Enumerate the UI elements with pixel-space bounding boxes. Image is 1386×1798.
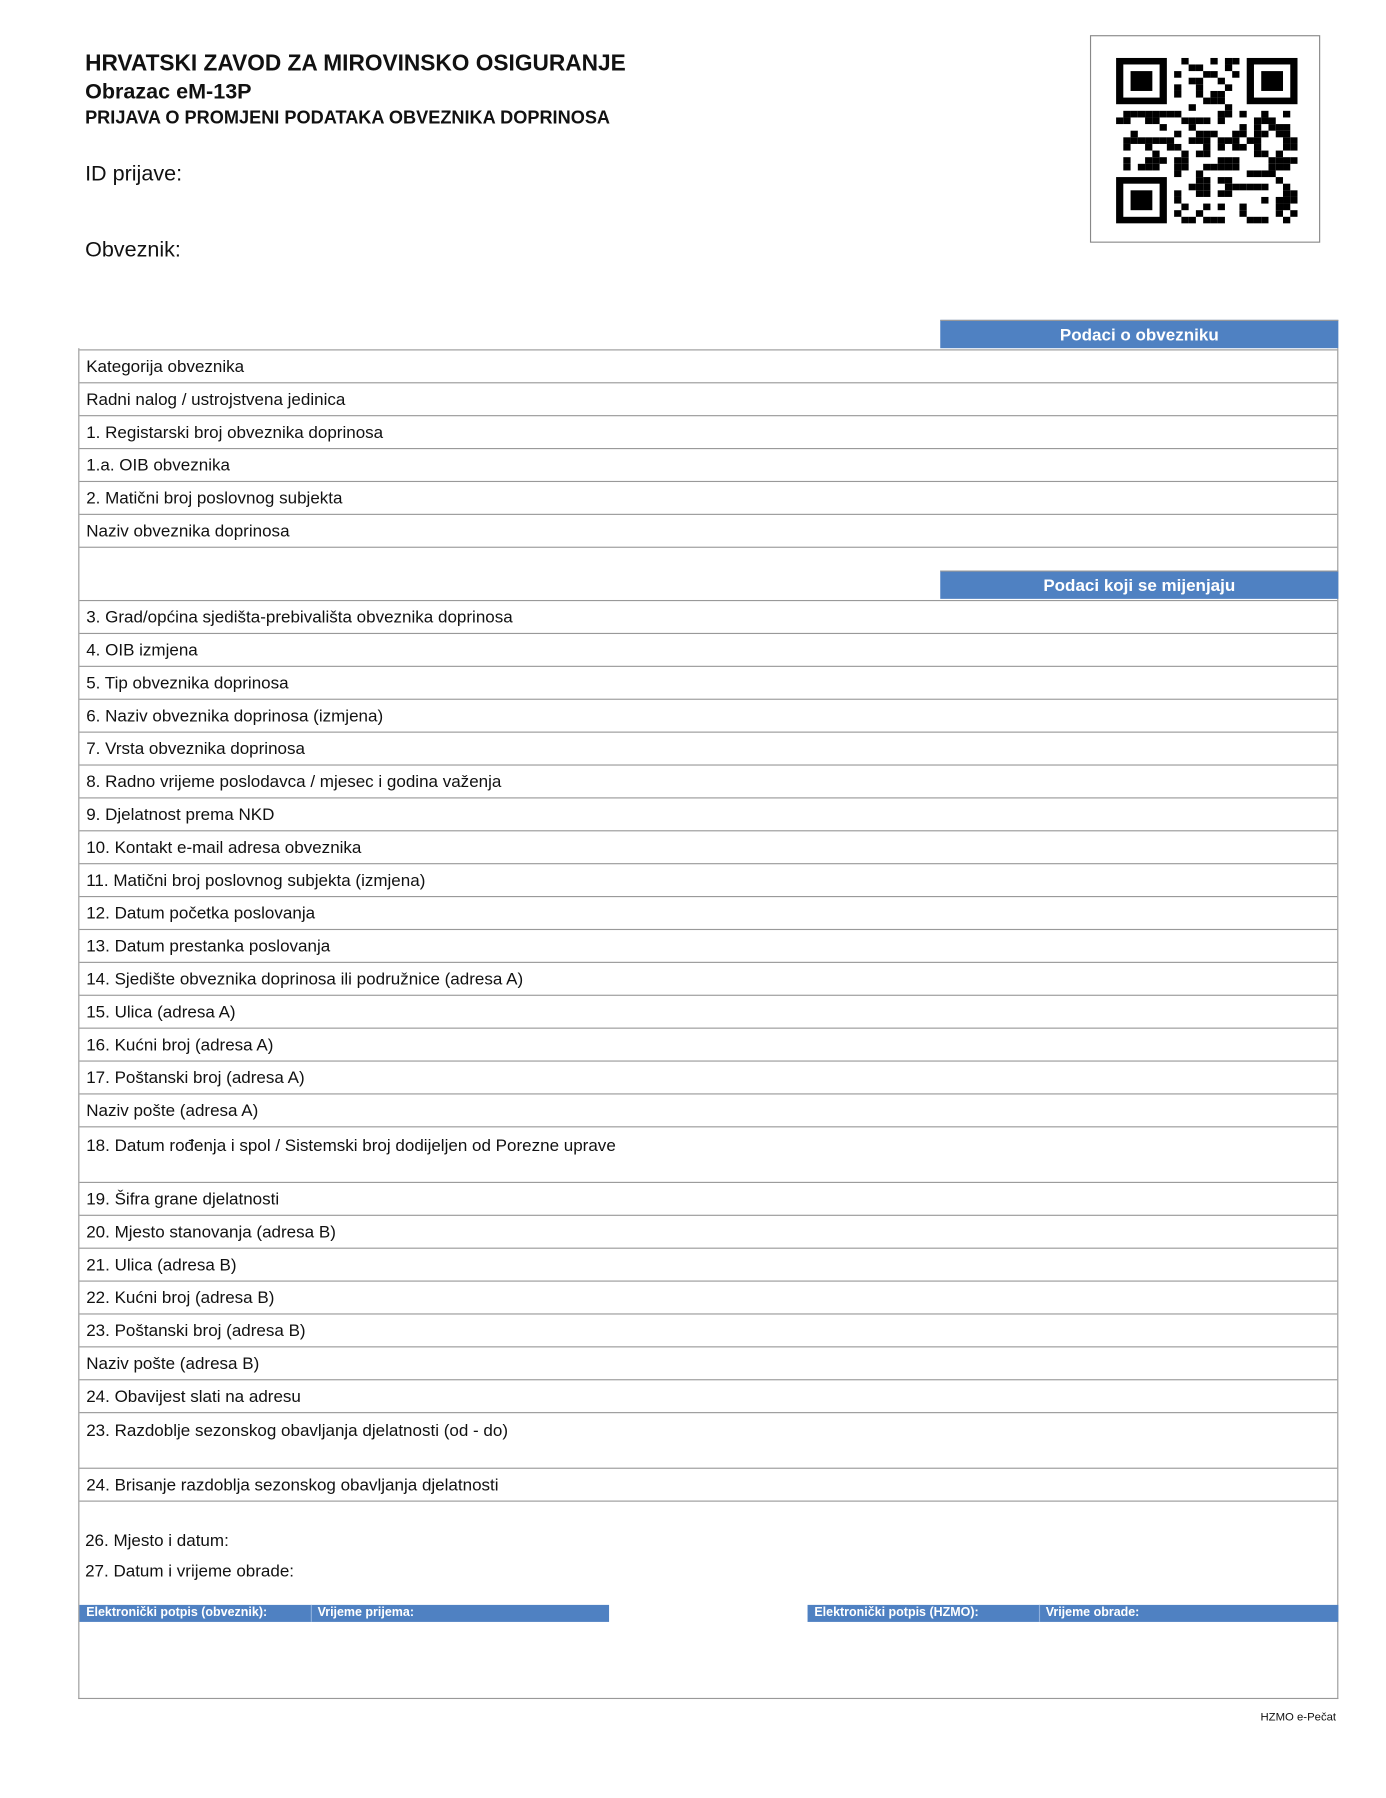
row-label: 10. Kontakt e-mail adresa obveznika xyxy=(86,838,362,858)
form-row xyxy=(79,929,1337,962)
row-label: 24. Obavijest slati na adresu xyxy=(86,1387,301,1407)
row-label: 21. Ulica (adresa B) xyxy=(86,1255,237,1275)
form-row xyxy=(79,1412,1337,1468)
form-row xyxy=(79,995,1337,1028)
form-row xyxy=(79,514,1337,547)
form-row xyxy=(79,633,1337,666)
form-row xyxy=(79,1248,1337,1281)
row-label: 1.a. OIB obveznika xyxy=(86,455,230,476)
row-label: 18. Datum rođenja i spol / Sistemski broj dodijeljen od Porezne uprave xyxy=(86,1136,616,1156)
sig-obveznik-label: Elektronički potpis (obveznik): xyxy=(86,1606,268,1620)
form-row xyxy=(79,1313,1337,1346)
row-label: 5. Tip obveznika doprinosa xyxy=(86,673,289,693)
row-label: 3. Grad/općina sjedišta-prebivališta obveznika doprinosa xyxy=(86,607,513,628)
form-row xyxy=(79,1028,1337,1061)
row-label: 16. Kućni broj (adresa A) xyxy=(86,1035,274,1055)
form-row xyxy=(79,830,1337,863)
row-label: 23. Razdoblje sezonskog obavljanja djelatnosti (od - do) xyxy=(86,1421,509,1441)
row-label: 1. Registarski broj obveznika doprinosa xyxy=(86,423,384,443)
form-row xyxy=(79,666,1337,699)
form-row xyxy=(79,415,1337,448)
signature-bar-hzmo xyxy=(808,1605,1339,1622)
row-label: 8. Radno vrijeme poslodavca / mjesec i godina važenja xyxy=(86,772,502,792)
form-row xyxy=(79,1182,1337,1215)
form-row xyxy=(79,1346,1337,1379)
id-prijave-label: ID prijave: xyxy=(85,162,183,187)
signature-bar-obveznik xyxy=(79,1605,609,1622)
row-label: 12. Datum početka poslovanja xyxy=(86,903,316,924)
section-header-obveznik: Podaci o obvezniku xyxy=(940,320,1338,348)
form-row xyxy=(79,547,1337,571)
form-row xyxy=(79,349,1337,382)
form-row xyxy=(79,600,1337,633)
row-label: 9. Djelatnost prema NKD xyxy=(86,805,275,825)
processing-time-label: 27. Datum i vrijeme obrade: xyxy=(85,1561,295,1582)
form-row xyxy=(79,896,1337,929)
form-row xyxy=(79,382,1337,415)
form-title: PRIJAVA O PROMJENI PODATAKA OBVEZNIKA DOPRINOSA xyxy=(85,108,611,129)
form-row xyxy=(79,1126,1337,1182)
form-row xyxy=(79,699,1337,732)
row-label: 11. Matični broj poslovnog subjekta (izmjena) xyxy=(86,871,426,891)
row-label: 6. Naziv obveznika doprinosa (izmjena) xyxy=(86,706,384,726)
form-row xyxy=(79,448,1337,481)
row-label: 4. OIB izmjena xyxy=(86,640,198,661)
form-row xyxy=(79,863,1337,896)
section-header-changes: Podaci koji se mijenjaju xyxy=(940,571,1338,599)
form-row xyxy=(79,1060,1337,1093)
form-row xyxy=(79,962,1337,995)
form-row xyxy=(79,732,1337,765)
row-label: Naziv obveznika doprinosa xyxy=(86,521,290,542)
form-row xyxy=(79,1093,1337,1126)
row-label: Radni nalog / ustrojstvena jedinica xyxy=(86,390,346,410)
form-row xyxy=(79,1501,1337,1699)
time-received-label: Vrijeme prijema: xyxy=(317,1606,414,1620)
row-label: 23. Poštanski broj (adresa B) xyxy=(86,1321,306,1341)
form-table xyxy=(78,348,1338,1699)
qr-code-icon xyxy=(1116,58,1297,224)
form-row xyxy=(79,481,1337,514)
row-label: Kategorija obveznika xyxy=(86,357,245,377)
row-label: Naziv pošte (adresa B) xyxy=(86,1354,260,1374)
row-label: 22. Kućni broj (adresa B) xyxy=(86,1288,275,1308)
obveznik-label: Obveznik: xyxy=(85,238,181,263)
row-label: 24. Brisanje razdoblja sezonskog obavljanja djelatnosti xyxy=(86,1475,499,1495)
form-row xyxy=(79,1468,1337,1501)
form-row xyxy=(79,1215,1337,1248)
time-processed-label: Vrijeme obrade: xyxy=(1045,1606,1140,1620)
row-label: 15. Ulica (adresa A) xyxy=(86,1002,236,1022)
row-label: 19. Šifra grane djelatnosti xyxy=(86,1189,280,1210)
qr-code xyxy=(1090,35,1320,243)
row-label: 7. Vrsta obveznika doprinosa xyxy=(86,739,305,759)
form-row xyxy=(79,797,1337,830)
e-stamp-label: HZMO e-Pečat xyxy=(1260,1711,1337,1724)
row-label: 17. Poštanski broj (adresa A) xyxy=(86,1068,305,1088)
row-label: 14. Sjedište obveznika doprinosa ili podružnice (adresa A) xyxy=(86,969,524,990)
row-label: 20. Mjesto stanovanja (adresa B) xyxy=(86,1222,336,1242)
place-date-label: 26. Mjesto i datum: xyxy=(85,1531,229,1551)
form-row xyxy=(79,1281,1337,1314)
form-row xyxy=(79,764,1337,797)
form-name: Obrazac eM-13P xyxy=(85,80,252,105)
form-row xyxy=(79,1379,1337,1412)
sig-hzmo-label: Elektronički potpis (HZMO): xyxy=(814,1606,979,1620)
row-label: 13. Datum prestanka poslovanja xyxy=(86,936,331,957)
row-label: Naziv pošte (adresa A) xyxy=(86,1101,259,1121)
institution-title: HRVATSKI ZAVOD ZA MIROVINSKO OSIGURANJE xyxy=(85,51,626,76)
row-label: 2. Matični broj poslovnog subjekta xyxy=(86,488,343,509)
